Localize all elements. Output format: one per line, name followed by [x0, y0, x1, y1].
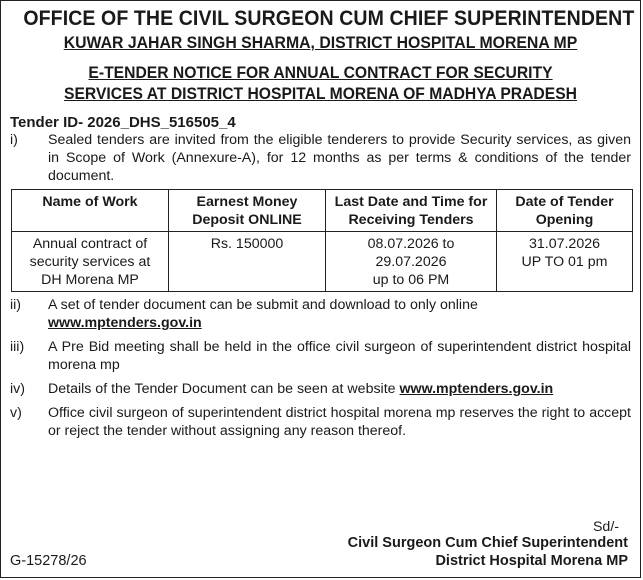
signature-row — [10, 553, 631, 569]
clause-text: A Pre Bid meeting shall be held in the office civil surgeon of superintendent district hospital morena mp — [48, 339, 631, 373]
clause-number: i) — [10, 132, 18, 148]
signatory-title: Civil Surgeon Cum Chief Superintendent — [347, 535, 628, 551]
signed-mark: Sd/- — [592, 519, 619, 535]
office-title: OFFICE OF THE CIVIL SURGEON CUM CHIEF SUPERINTENDENT — [23, 7, 635, 30]
clause-i — [10, 131, 631, 185]
tender-id: Tender ID- 2026_DHS_516505_4 — [10, 114, 236, 131]
clause-text — [48, 296, 631, 332]
clause-text: Office civil surgeon of superintendent district hospital morena mp reserves the right to accept or reject the tender without assigning any reason thereof. — [48, 405, 631, 439]
clause-text: Sealed tenders are invited from the eligible tenderers to provide Security services, as given in Scope of Work (Annexure-A), for 12 months as per terms & conditions of the tender document. — [48, 132, 631, 184]
cell-line: UP TO 01 pm — [521, 254, 608, 270]
cell-name-of-work — [12, 232, 169, 292]
clause-iii — [10, 338, 631, 374]
tender-table — [11, 189, 633, 292]
cell-last-date — [326, 232, 497, 292]
clause-number: v) — [10, 405, 22, 421]
clause-ii — [10, 296, 631, 332]
cell-line: Rs. 150000 — [210, 236, 284, 252]
notice-title — [17, 63, 624, 105]
hospital-name: KUWAR JAHAR SINGH SHARMA, DISTRICT HOSPITAL MORENA MP — [63, 33, 578, 52]
col-name-of-work: Name of Work — [12, 190, 169, 232]
clause-text-body: A set of tender document can be submit and download to only online — [48, 297, 478, 313]
col-last-date: Last Date and Time for Receiving Tenders — [326, 190, 497, 232]
signature-block — [10, 517, 631, 569]
notice-title-line2: SERVICES AT DISTRICT HOSPITAL MORENA OF MADHYA PRADESH — [64, 85, 577, 103]
clause-number: iii) — [10, 339, 25, 355]
cell-line: 08.07.2026 to — [367, 236, 455, 252]
notice-code: G-15278/26 — [10, 553, 87, 569]
clause-v — [10, 404, 631, 440]
clause-text-body: Details of the Tender Document can be seen at website — [48, 381, 396, 397]
clause-number: iv) — [10, 381, 25, 397]
cell-emd — [169, 232, 326, 292]
tender-website-link[interactable]: www.mptenders.gov.in — [399, 381, 554, 397]
clause-text — [48, 380, 631, 398]
cell-line: 31.07.2026 — [528, 236, 600, 252]
col-opening-date: Date of Tender Opening — [497, 190, 633, 232]
col-emd: Earnest Money Deposit ONLINE — [169, 190, 326, 232]
cell-line: DH Morena MP — [41, 272, 139, 288]
cell-opening-date — [497, 232, 633, 292]
table-header-row — [12, 190, 633, 232]
cell-line: up to 06 PM — [372, 272, 450, 288]
cell-line: Annual contract of — [32, 236, 148, 252]
tender-website-link[interactable]: www.mptenders.gov.in — [48, 315, 202, 331]
notice-title-line1: E-TENDER NOTICE FOR ANNUAL CONTRACT FOR SECURITY — [88, 64, 553, 82]
signatory-office: District Hospital Morena MP — [435, 553, 628, 569]
cell-line: 29.07.2026 — [375, 254, 447, 270]
table-row — [12, 232, 633, 292]
clause-iv — [10, 380, 631, 398]
cell-line: security services at — [29, 254, 151, 270]
clause-number: ii) — [10, 297, 22, 313]
